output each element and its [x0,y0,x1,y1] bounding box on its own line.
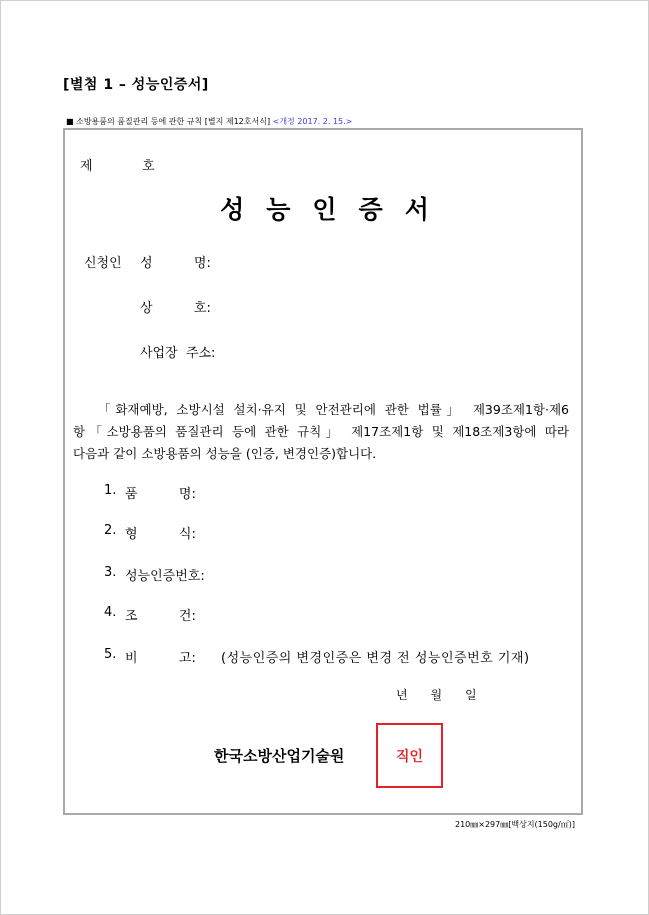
certificate-number-label: 제 호 [80,159,155,174]
form-reference-text: ■ 소방용품의 품질관리 등에 관한 규칙 [별지 제12호서식] [66,117,273,126]
attachment-title: [별첨 1 – 성능인증서] [63,77,209,93]
item-label-certification-number: 성능인증번호: [125,569,205,584]
business-address-label: 사업장 주소: [140,346,216,361]
issue-date-label: 년 월 일 [396,688,477,702]
certificate-title: 성능인증서 [220,195,451,224]
item-number: 3. [104,565,117,580]
item-number: 1. [104,483,117,498]
applicant-label: 신청인 [84,256,122,271]
item-number: 4. [104,605,117,620]
paper-spec: 210㎜×297㎜[백상지(150g/㎡)] [455,820,575,829]
seal-text: 직인 [395,748,424,765]
form-reference [66,116,352,127]
certificate-frame [63,128,583,815]
item-number: 2. [104,523,117,538]
body-line: 항「소방용품의 품질관리 등에 관한 규칙」 제17조제1항 및 제18조제3항에 따라 [73,424,569,439]
item-label-conditions: 조 건: [125,609,196,624]
certificate-body-text [73,399,569,465]
item-label-product-name: 품 명: [125,487,196,502]
item-label-model: 형 식: [125,527,196,542]
item-number: 5. [104,647,117,662]
issuer-name: 한국소방산업기술원 [214,747,345,765]
applicant-name-label: 성 명: [140,256,211,271]
body-line: 다음과 같이 소방용품의 성능을 (인증, 변경인증)합니다. [73,446,377,461]
body-line: 「화재예방, 소방시설 설치·유지 및 안전관리에 관한 법률」 제39조제1항·제6 [98,402,569,417]
company-name-label: 상 호: [140,301,211,316]
revision-note: <개정 2017. 2. 15.> [272,117,353,126]
item-label-remarks: 비 고: [125,651,196,666]
official-seal [376,723,443,788]
remarks-value: (성능인증의 변경인증은 변경 전 성능인증번호 기재) [221,651,530,666]
